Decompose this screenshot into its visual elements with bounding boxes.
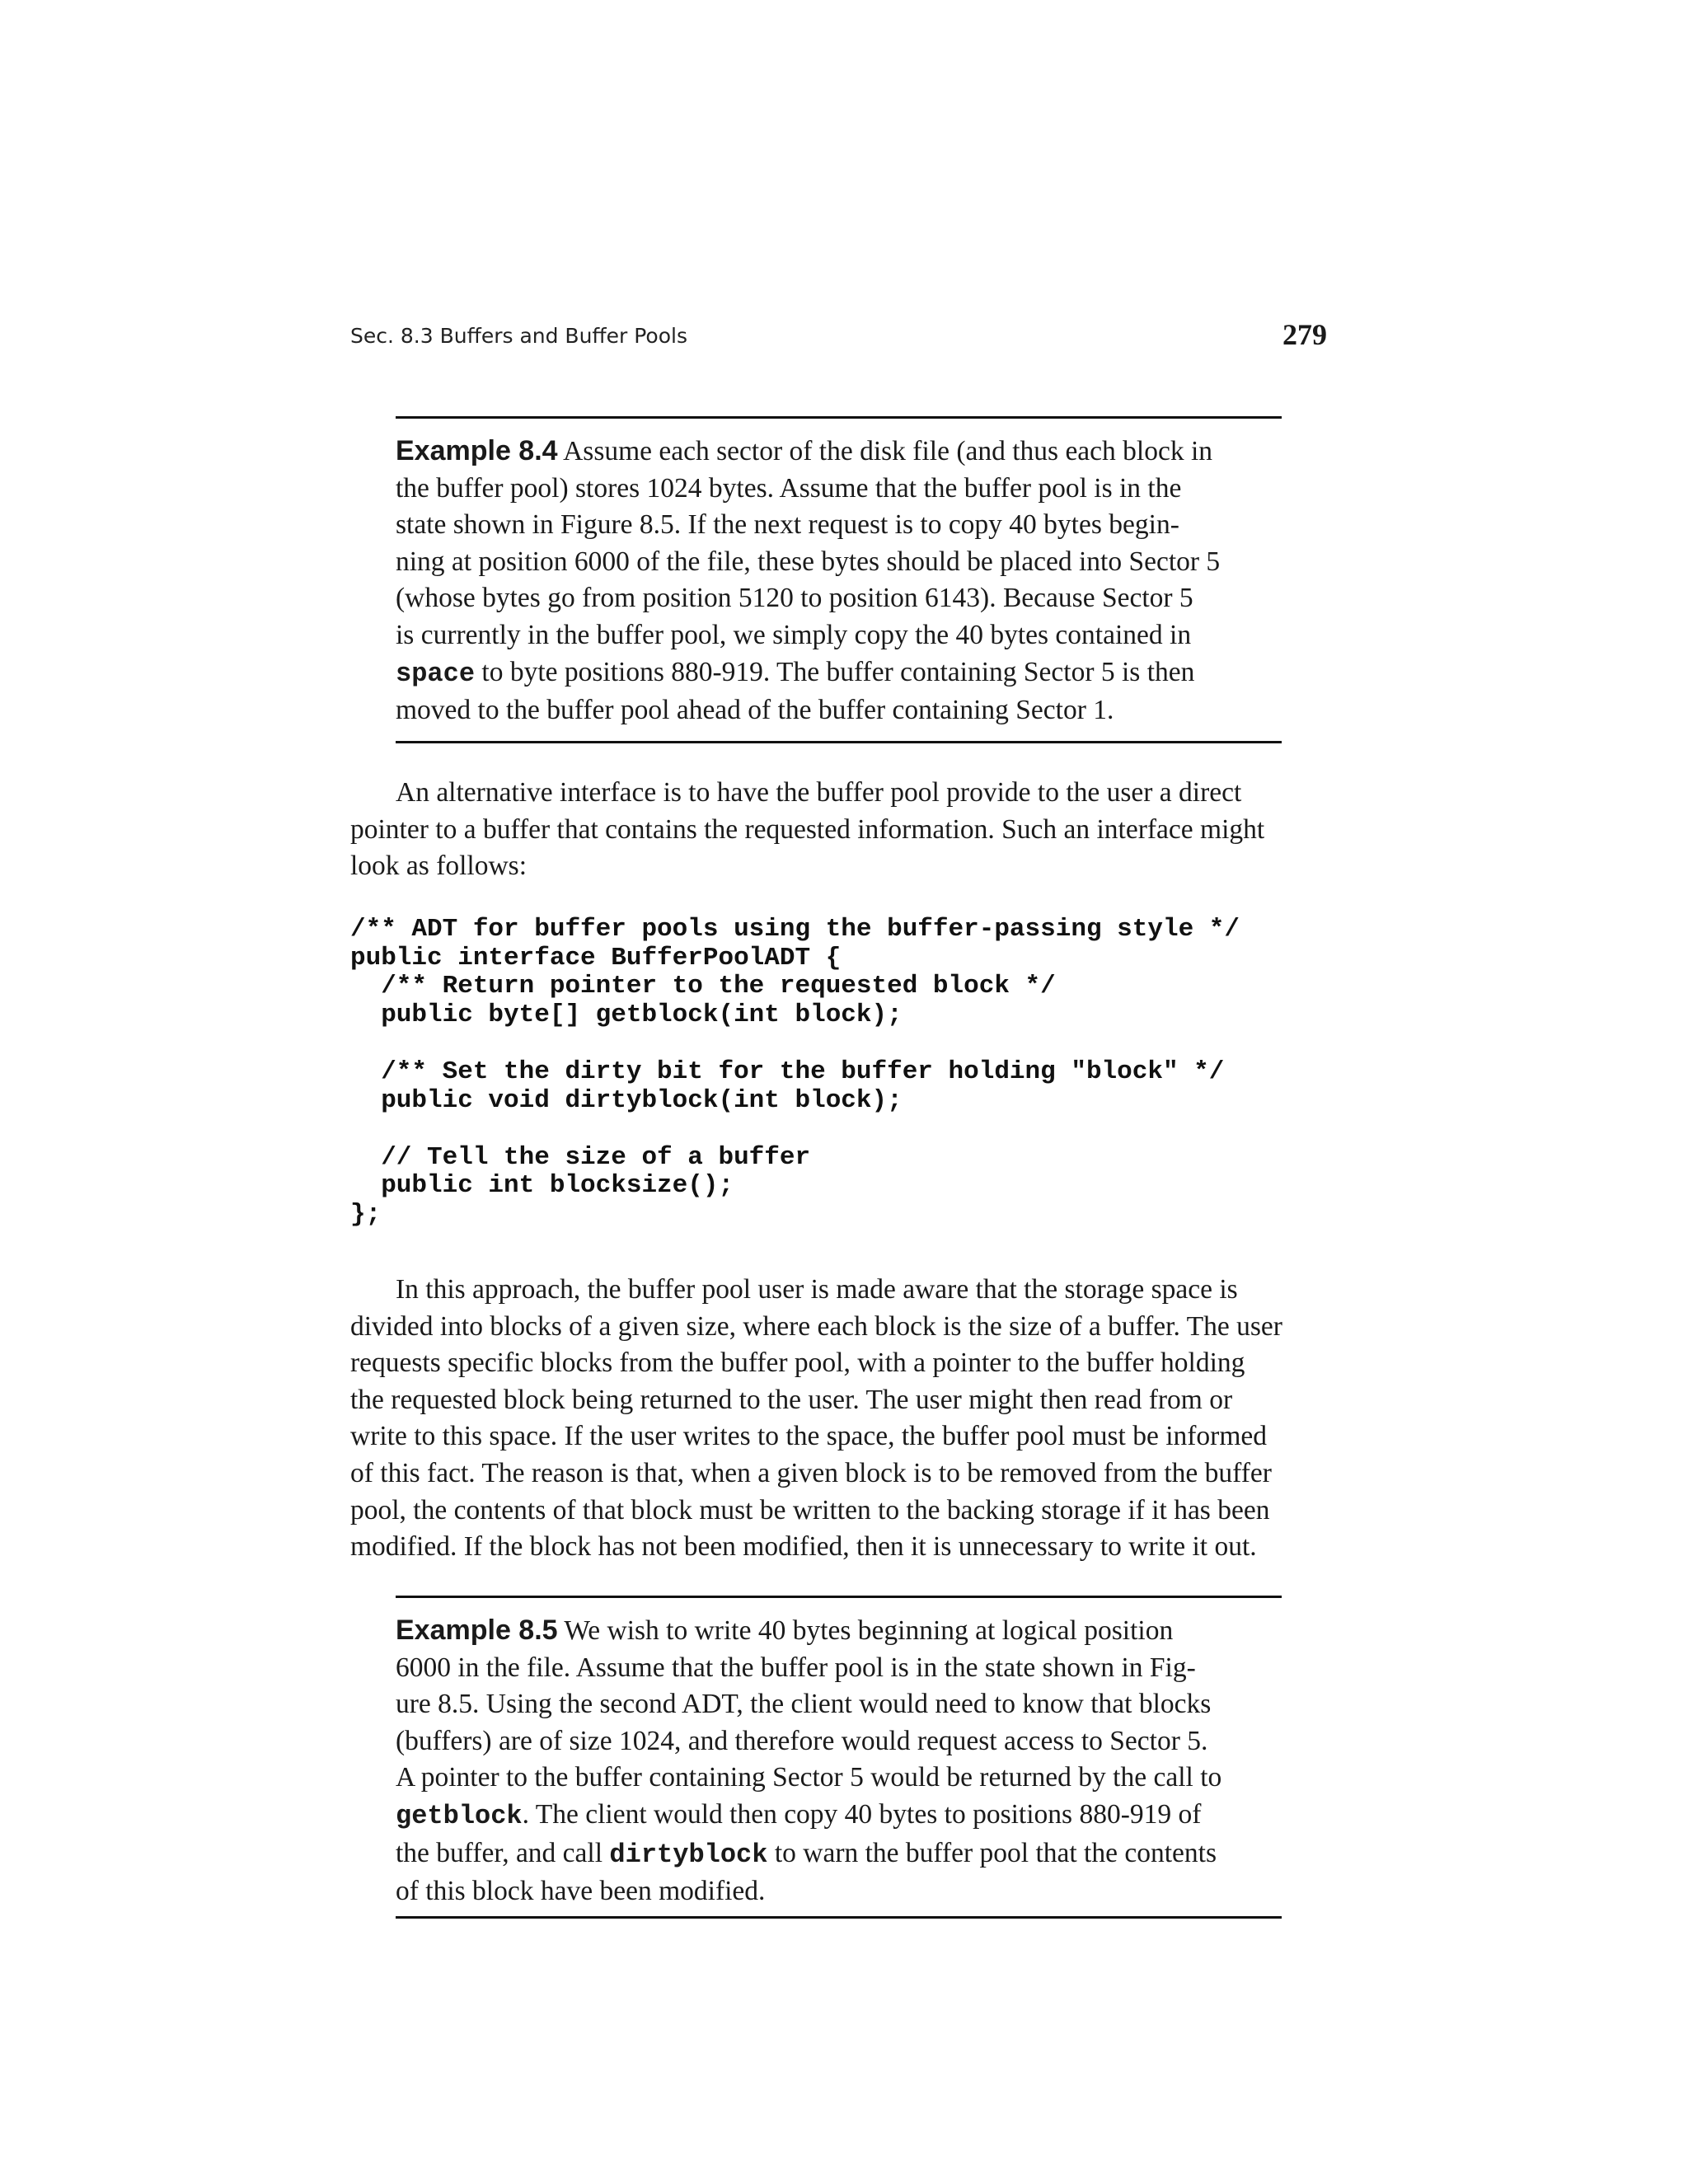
example-line: 6000 in the file. Assume that the buffer pool is in the state shown in Fig- <box>396 1652 1196 1683</box>
paragraph-line: the requested block being returned to the user. The user might then read from or <box>350 1384 1233 1415</box>
code-line: // Tell the size of a buffer <box>350 1142 811 1172</box>
code-line: /** ADT for buffer pools using the buffer-passing style */ <box>350 915 1240 944</box>
example-line: Example 8.4 Assume each sector of the disk file (and thus each block in <box>396 435 1213 466</box>
example-8-4-box <box>396 416 1282 743</box>
paragraph-line: pool, the contents of that block must be written to the backing storage if it has been <box>350 1494 1270 1526</box>
example-line: space to byte positions 880-919. The buffer containing Sector 5 is then <box>396 656 1195 689</box>
section-title: Sec. 8.3 Buffers and Buffer Pools <box>350 324 687 348</box>
example-line: ning at position 6000 of the file, these bytes should be placed into Sector 5 <box>396 546 1221 577</box>
example-line: (whose bytes go from position 5120 to position 6143). Because Sector 5 <box>396 583 1193 614</box>
paragraph-line: look as follows: <box>350 851 528 882</box>
inline-code-dirtyblock: dirtyblock <box>609 1839 768 1870</box>
paragraph-line: An alternative interface is to have the buffer pool provide to the user a direct <box>396 777 1242 808</box>
example-line: (buffers) are of size 1024, and therefore would request access to Sector 5. <box>396 1725 1208 1756</box>
example-label: Example 8.4 <box>396 435 558 466</box>
inline-code-getblock: getblock <box>396 1800 523 1831</box>
example-label: Example 8.5 <box>396 1615 558 1646</box>
code-line: public byte[] getblock(int block); <box>350 1000 903 1029</box>
example-8-5-box <box>396 1596 1282 1919</box>
paragraph-approach <box>350 1272 1327 1566</box>
example-line: state shown in Figure 8.5. If the next request is to copy 40 bytes begin- <box>396 509 1179 541</box>
code-line: /** Return pointer to the requested block */ <box>350 972 1056 1001</box>
running-head <box>350 317 1327 367</box>
example-line: the buffer pool) stores 1024 bytes. Assume that the buffer pool is in the <box>396 472 1182 504</box>
code-blank-line <box>350 1115 1327 1144</box>
example-line: the buffer, and call dirtyblock to warn the buffer pool that the contents <box>396 1837 1217 1870</box>
paragraph-line: write to this space. If the user writes to the space, the buffer pool must be informed <box>350 1421 1268 1452</box>
code-line: public int blocksize(); <box>350 1171 734 1201</box>
code-line: public interface BufferPoolADT { <box>350 943 842 972</box>
paragraph-line: of this fact. The reason is that, when a given block is to be removed from the buffer <box>350 1457 1272 1488</box>
paragraph-alternative-interface <box>350 775 1327 885</box>
example-line: is currently in the buffer pool, we simply copy the 40 bytes contained in <box>396 619 1192 650</box>
example-line: of this block have been modified. <box>396 1876 766 1907</box>
code-blank-line <box>350 1029 1327 1058</box>
page-number: 279 <box>1282 318 1327 351</box>
example-line: Example 8.5 We wish to write 40 bytes beginning at logical position <box>396 1615 1174 1646</box>
paragraph-line: pointer to a buffer that contains the requested information. Such an interface might <box>350 813 1265 845</box>
paragraph-line: In this approach, the buffer pool user is made aware that the storage space is <box>396 1274 1238 1305</box>
paragraph-line: divided into blocks of a given size, where each block is the size of a buffer. The user <box>350 1310 1282 1342</box>
example-line: moved to the buffer pool ahead of the buffer containing Sector 1. <box>396 695 1114 726</box>
example-line: ure 8.5. Using the second ADT, the client would need to know that blocks <box>396 1689 1212 1720</box>
paragraph-line: requests specific blocks from the buffer pool, with a pointer to the buffer holding <box>350 1347 1245 1379</box>
example-line: A pointer to the buffer containing Sector 5 would be returned by the call to <box>396 1762 1222 1793</box>
paragraph-line: modified. If the block has not been modified, then it is unnecessary to write it out. <box>350 1531 1257 1563</box>
code-line: }; <box>350 1199 382 1229</box>
code-line: /** Set the dirty bit for the buffer holding "block" */ <box>350 1057 1225 1086</box>
example-line: getblock. The client would then copy 40 bytes to positions 880-919 of <box>396 1798 1202 1831</box>
code-listing <box>350 916 1327 1230</box>
inline-code-space: space <box>396 658 476 689</box>
code-line: public void dirtyblock(int block); <box>350 1085 903 1115</box>
